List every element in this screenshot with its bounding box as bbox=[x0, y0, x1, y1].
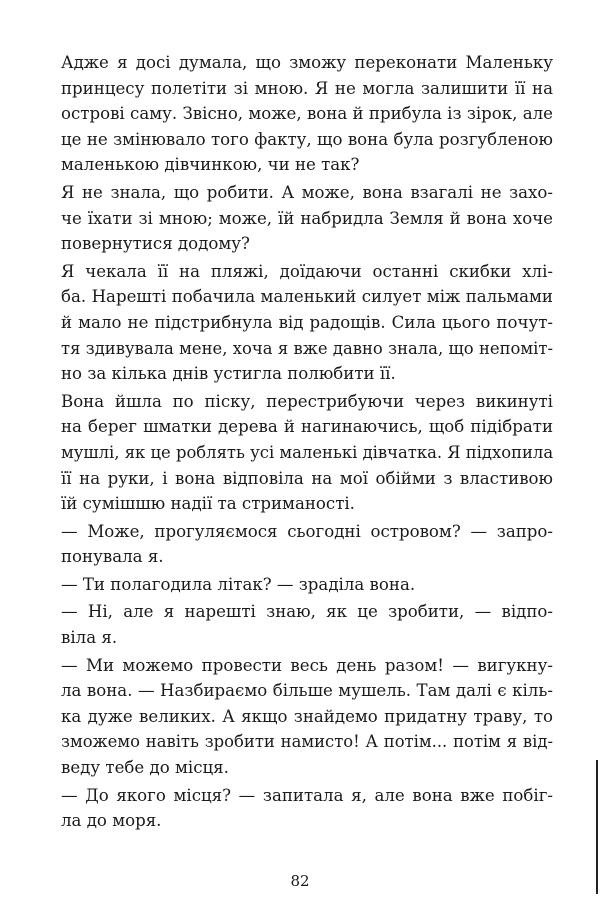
text-line: її на руки, і вона відповіла на мої обійми з властивою bbox=[61, 468, 553, 488]
text-line: — Ні, але я нарешті знаю, як це зробити, — відпо- bbox=[61, 602, 553, 622]
text-line: Я не знала, що робити. А може, вона взагалі не захо- bbox=[61, 182, 553, 202]
text-line: Я чекала її на пляжі, доїдаючи останні скибки хлі- bbox=[61, 261, 553, 281]
text-line: ка дуже великих. А якщо знайдемо придатну траву, то bbox=[61, 706, 553, 726]
text-line: но за кілька днів устигла полюбити її. bbox=[61, 364, 396, 384]
text-line: й мало не підстрибнула від радощів. Сила цього почут- bbox=[61, 312, 553, 332]
text-line: тя здивувала мене, хоча я вже давно знала, що непоміт- bbox=[61, 338, 553, 358]
paragraph-3 bbox=[61, 259, 553, 387]
text-line: Вона йшла по піску, перестрибуючи через викинуті bbox=[61, 391, 553, 411]
text-line: острові саму. Звісно, може, вона й прибула із зірок, але bbox=[61, 104, 553, 124]
text-line: зможемо навіть зробити намисто! А потім... потім я від- bbox=[61, 732, 553, 752]
book-page-body bbox=[61, 50, 553, 836]
text-line: ла до моря. bbox=[61, 811, 162, 831]
paragraph-5 bbox=[61, 519, 553, 570]
paragraph-8 bbox=[61, 653, 553, 781]
text-line: принцесу полетіти зі мною. Я не могла залишити її на bbox=[61, 78, 553, 98]
text-line: їй сумішшю надії та стриманості. bbox=[61, 494, 355, 514]
paragraph-2 bbox=[61, 180, 553, 257]
text-line: понувала я. bbox=[61, 547, 164, 567]
text-line: — Може, прогуляємося сьогодні островом? — запро- bbox=[61, 521, 553, 541]
text-line: це не змінювало того факту, що вона була розгубленою bbox=[61, 129, 553, 149]
text-line: повернутися додому? bbox=[61, 234, 250, 254]
paragraph-4 bbox=[61, 389, 553, 517]
text-line: — До якого місця? — запитала я, але вона вже побіг- bbox=[61, 785, 553, 805]
text-line: мушлі, як це роблять усі маленькі дівчатка. Я підхопила bbox=[61, 442, 554, 462]
text-line: віла я. bbox=[61, 628, 118, 648]
paragraph-1 bbox=[61, 50, 553, 178]
text-line: — Ти полагодила літак? — зраділа вона. bbox=[61, 574, 416, 594]
page-number: 82 bbox=[290, 872, 310, 890]
text-line: ла вона. — Назбираємо більше мушель. Там далі є кіль- bbox=[61, 681, 553, 701]
text-line: Адже я досі думала, що зможу переконати Маленьку bbox=[61, 53, 553, 72]
paragraph-9 bbox=[61, 783, 553, 834]
paragraph-7 bbox=[61, 599, 553, 650]
text-line: — Ми можемо провести весь день разом! — вигукну- bbox=[61, 655, 553, 675]
text-line: маленькою дівчинкою, чи не так? bbox=[61, 155, 360, 175]
text-line: веду тебе до місця. bbox=[61, 758, 229, 778]
paragraph-6 bbox=[61, 572, 553, 598]
text-line: на берег шматки дерева й нагинаючись, щоб підібрати bbox=[61, 417, 553, 437]
text-line: ба. Нарешті побачила маленький силует між пальмами bbox=[61, 287, 553, 307]
text-line: че їхати зі мною; може, їй набридла Земля й вона хоче bbox=[61, 208, 553, 228]
